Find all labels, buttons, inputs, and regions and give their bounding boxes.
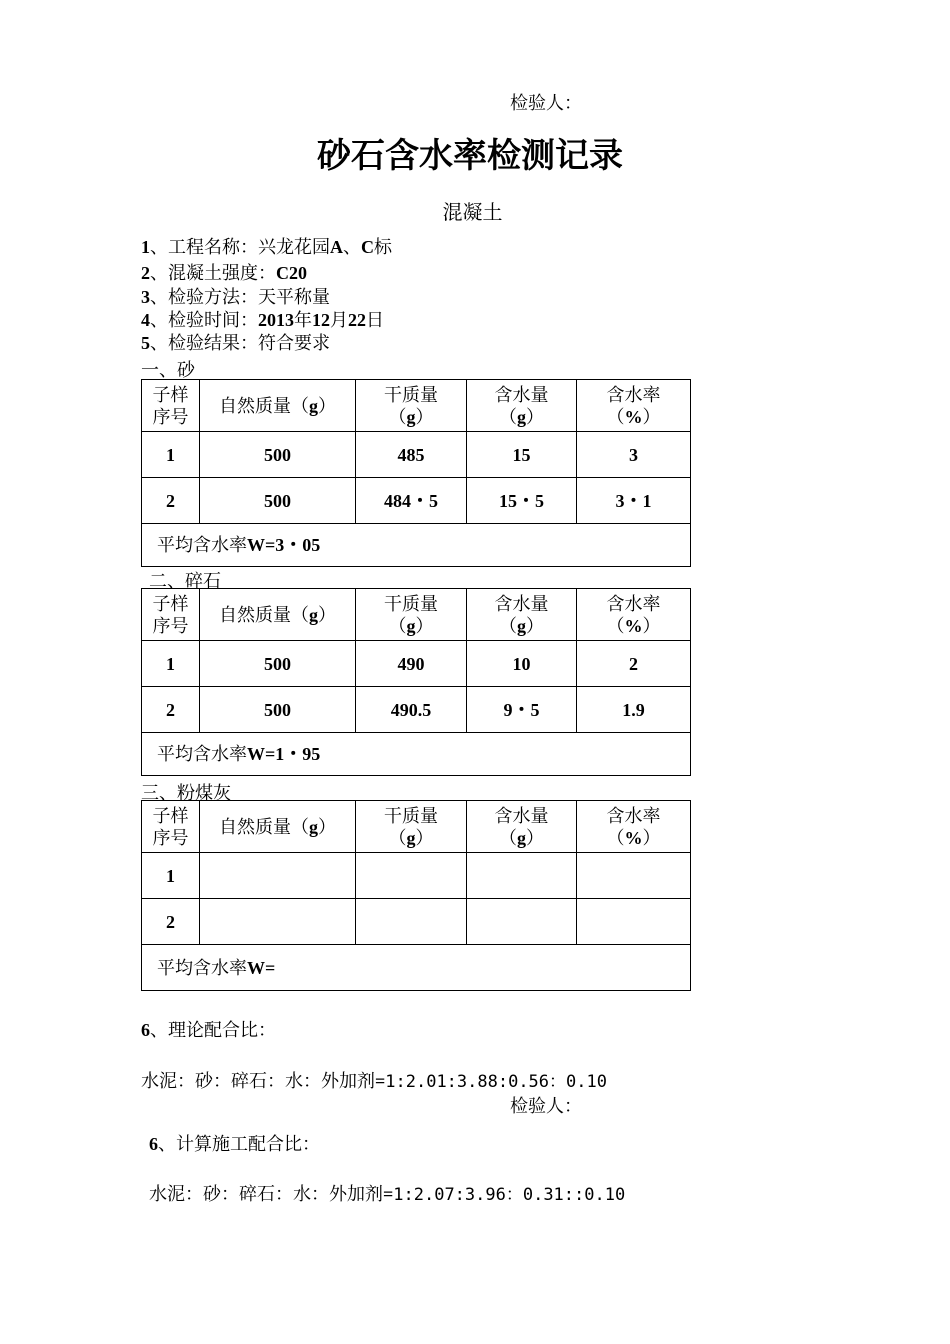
table-header-row bbox=[142, 801, 691, 853]
section-label-gravel: 二、碎石 bbox=[149, 571, 221, 591]
cell-water-content: 15 bbox=[467, 432, 577, 478]
average-row bbox=[142, 524, 691, 567]
cell-dry-mass bbox=[356, 853, 467, 899]
average-moisture-cell: 平均含水率W=1・95 bbox=[142, 733, 691, 776]
info-project-name: 1、工程名称：兴龙花园A、C标 bbox=[141, 237, 392, 257]
cell-moisture-rate: 1.9 bbox=[577, 687, 691, 733]
cell-dry-mass: 484・5 bbox=[356, 478, 467, 524]
section-label-fly-ash: 三、粉煤灰 bbox=[141, 783, 231, 803]
gravel-table bbox=[141, 588, 691, 776]
cell-water-content: 10 bbox=[467, 641, 577, 687]
cell-natural-mass: 500 bbox=[200, 432, 356, 478]
table-row bbox=[142, 432, 691, 478]
header-natural-mass: 自然质量（g） bbox=[200, 589, 356, 641]
cell-dry-mass bbox=[356, 899, 467, 945]
cell-sample-no: 2 bbox=[142, 478, 200, 524]
header-sample-no: 子样 序号 bbox=[142, 589, 200, 641]
cell-moisture-rate bbox=[577, 853, 691, 899]
cell-sample-no: 1 bbox=[142, 432, 200, 478]
cell-natural-mass: 500 bbox=[200, 687, 356, 733]
cell-water-content: 9・5 bbox=[467, 687, 577, 733]
header-natural-mass: 自然质量（g） bbox=[200, 380, 356, 432]
fly-ash-table bbox=[141, 800, 691, 991]
cell-moisture-rate bbox=[577, 899, 691, 945]
cell-sample-no: 2 bbox=[142, 687, 200, 733]
info-concrete-strength: 2、混凝土强度：C20 bbox=[141, 263, 307, 283]
header-dry-mass: 干质量 （g） bbox=[356, 380, 467, 432]
table-row bbox=[142, 478, 691, 524]
sand-table bbox=[141, 379, 691, 567]
cell-moisture-rate: 2 bbox=[577, 641, 691, 687]
cell-sample-no: 1 bbox=[142, 853, 200, 899]
header-water-content: 含水量 （g） bbox=[467, 589, 577, 641]
average-moisture-cell: 平均含水率W= bbox=[142, 945, 691, 991]
info-test-method: 3、检验方法：天平称量 bbox=[141, 287, 330, 307]
cell-water-content bbox=[467, 899, 577, 945]
header-moisture-rate: 含水率 （%） bbox=[577, 380, 691, 432]
header-dry-mass: 干质量 （g） bbox=[356, 589, 467, 641]
average-row bbox=[142, 945, 691, 991]
header-dry-mass: 干质量 （g） bbox=[356, 801, 467, 853]
cell-natural-mass: 500 bbox=[200, 478, 356, 524]
info-number: 1 bbox=[141, 237, 150, 257]
cell-natural-mass: 500 bbox=[200, 641, 356, 687]
header-moisture-rate: 含水率 （%） bbox=[577, 589, 691, 641]
table-row bbox=[142, 687, 691, 733]
section-label-sand: 一、砂 bbox=[141, 360, 195, 380]
average-moisture-cell: 平均含水率W=3・05 bbox=[142, 524, 691, 567]
header-water-content: 含水量 （g） bbox=[467, 801, 577, 853]
table-row bbox=[142, 853, 691, 899]
table-row bbox=[142, 641, 691, 687]
cell-moisture-rate: 3・1 bbox=[577, 478, 691, 524]
inspector-label-top: 检验人： bbox=[510, 93, 582, 113]
document-subtitle: 混凝土 bbox=[442, 200, 503, 224]
construction-ratio-heading: 6、计算施工配合比： bbox=[149, 1134, 320, 1154]
document-title: 砂石含水率检测记录 bbox=[317, 136, 623, 176]
header-water-content: 含水量 （g） bbox=[467, 380, 577, 432]
table-row bbox=[142, 899, 691, 945]
cell-natural-mass bbox=[200, 853, 356, 899]
cell-water-content: 15・5 bbox=[467, 478, 577, 524]
inspector-label-bottom: 检验人： bbox=[510, 1096, 582, 1116]
header-natural-mass: 自然质量（g） bbox=[200, 801, 356, 853]
info-test-result: 5、检验结果：符合要求 bbox=[141, 333, 330, 353]
theory-ratio-heading: 6、理论配合比： bbox=[141, 1020, 276, 1040]
average-row bbox=[142, 733, 691, 776]
table-header-row bbox=[142, 589, 691, 641]
table-header-row bbox=[142, 380, 691, 432]
header-moisture-rate: 含水率 （%） bbox=[577, 801, 691, 853]
cell-natural-mass bbox=[200, 899, 356, 945]
header-sample-no: 子样 序号 bbox=[142, 380, 200, 432]
cell-dry-mass: 490 bbox=[356, 641, 467, 687]
cell-sample-no: 1 bbox=[142, 641, 200, 687]
cell-moisture-rate: 3 bbox=[577, 432, 691, 478]
cell-dry-mass: 485 bbox=[356, 432, 467, 478]
info-test-date: 4、检验时间：2013年12月22日 bbox=[141, 310, 384, 330]
cell-water-content bbox=[467, 853, 577, 899]
cell-sample-no: 2 bbox=[142, 899, 200, 945]
cell-dry-mass: 490.5 bbox=[356, 687, 467, 733]
construction-ratio-line: 水泥：砂：碎石：水：外加剂=1:2.07:3.96：0.31::0.10 bbox=[149, 1184, 626, 1205]
header-sample-no: 子样 序号 bbox=[142, 801, 200, 853]
theory-ratio-line: 水泥：砂：碎石：水：外加剂=1:2.01:3.88:0.56：0.10 bbox=[141, 1071, 607, 1092]
